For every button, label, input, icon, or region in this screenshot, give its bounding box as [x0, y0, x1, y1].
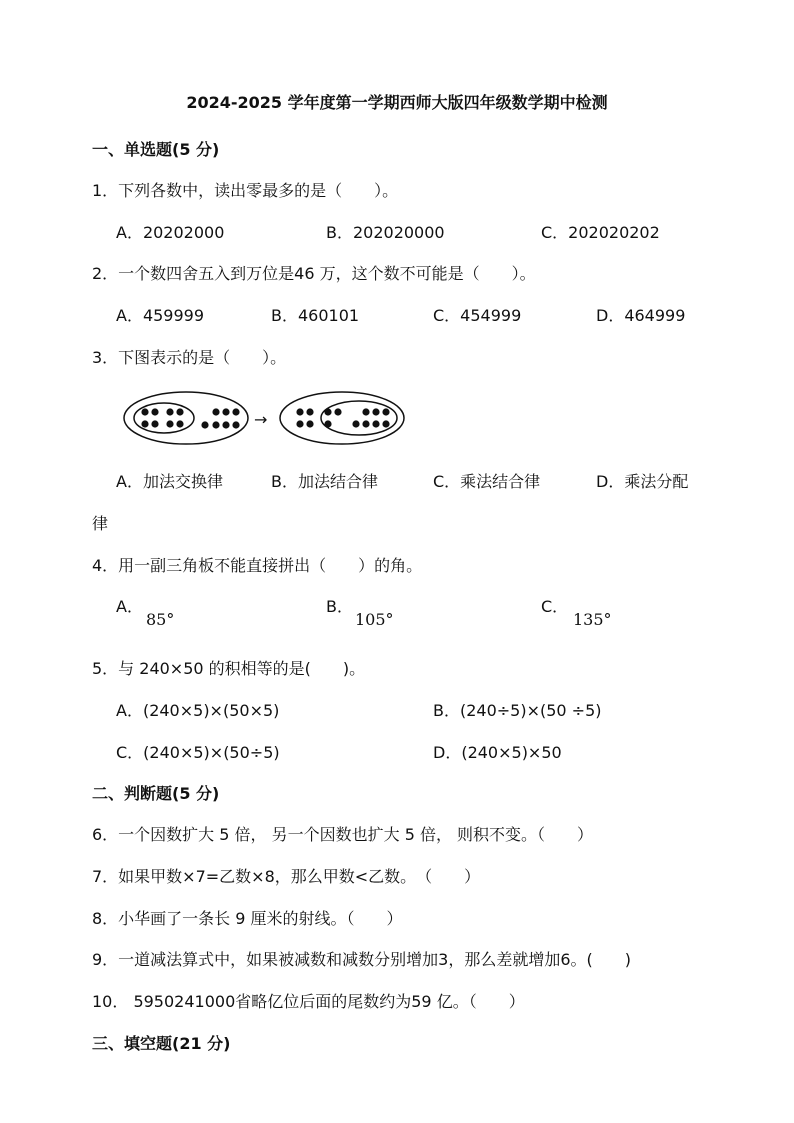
question-10: 10． 5950241000省略亿位后面的尾数约为59 亿。（ ）: [92, 992, 525, 1011]
left-outer-ellipse: [124, 392, 248, 444]
question-5-option-b[interactable]: B．(240÷5)×(50 ÷5): [433, 701, 602, 720]
question-1-stem: 1．下列各数中，读出零最多的是（ ）。: [92, 181, 399, 200]
question-7: 7．如果甲数×7=乙数×8，那么甲数<乙数。 （ ）: [92, 867, 481, 886]
question-3-option-d-wrap: 律: [92, 514, 109, 533]
question-4-option-b-angle: 105°: [355, 610, 394, 629]
left-inner-ellipse: [134, 403, 194, 433]
question-9: 9．一道减法算式中，如果被减数和减数分别增加3，那么差就增加6。( ): [92, 950, 632, 969]
question-3-stem: 3．下图表示的是（ ）。: [92, 348, 287, 367]
page-title: 2024-2025 学年度第一学期西师大版四年级数学期中检测: [186, 93, 608, 112]
question-8: 8．小华画了一条长 9 厘米的射线。（ ）: [92, 909, 403, 928]
question-4-option-a-angle: 85°: [146, 610, 175, 629]
question-2-option-d[interactable]: D．464999: [596, 306, 686, 325]
question-1-option-c[interactable]: C．202020202: [541, 223, 660, 242]
question-1-option-b[interactable]: B．202020000: [326, 223, 445, 242]
question-2-stem: 2．一个数四舍五入到万位是46 万，这个数不可能是（ ）。: [92, 264, 536, 283]
question-1-option-a[interactable]: A．20202000: [116, 223, 225, 242]
question-4-stem: 4．用一副三角板不能直接拼出（ ）的角。: [92, 556, 423, 575]
right-inner-ellipse: [321, 401, 397, 435]
section-heading-fill-blank: 三、填空题(21 分): [92, 1034, 231, 1053]
question-5-stem: 5．与 240×50 的积相等的是( )。: [92, 659, 366, 678]
right-outer-ellipse: [280, 392, 404, 444]
question-3-option-c[interactable]: C．乘法结合律: [433, 472, 541, 491]
question-4-option-c-label[interactable]: C．: [541, 597, 569, 616]
question-3-option-a[interactable]: A．加法交换律: [116, 472, 223, 491]
section-heading-single-choice: 一、单选题(5 分): [92, 140, 220, 159]
section-heading-true-false: 二、判断题(5 分): [92, 784, 220, 803]
arrow-icon: →: [254, 410, 268, 429]
question-5-option-d[interactable]: D．(240×5)×50: [433, 743, 562, 762]
question-3-option-b[interactable]: B．加法结合律: [271, 472, 378, 491]
question-4-option-c-angle: 135°: [573, 610, 612, 629]
question-4-option-b-label[interactable]: B．: [326, 597, 353, 616]
question-3-option-d[interactable]: D．乘法分配: [596, 472, 689, 491]
question-5-option-a[interactable]: A．(240×5)×(50×5): [116, 701, 280, 720]
question-2-option-a[interactable]: A．459999: [116, 306, 205, 325]
right-dots: [296, 408, 389, 427]
dots-grouping-figure: [120, 387, 410, 449]
question-5-option-c[interactable]: C．(240×5)×(50÷5): [116, 743, 280, 762]
question-2-option-c[interactable]: C．454999: [433, 306, 522, 325]
question-2-option-b[interactable]: B．460101: [271, 306, 360, 325]
question-4-option-a-label[interactable]: A．: [116, 597, 143, 616]
question-6: 6．一个因数扩大 5 倍， 另一个因数也扩大 5 倍， 则积不变。（ ）: [92, 825, 594, 844]
